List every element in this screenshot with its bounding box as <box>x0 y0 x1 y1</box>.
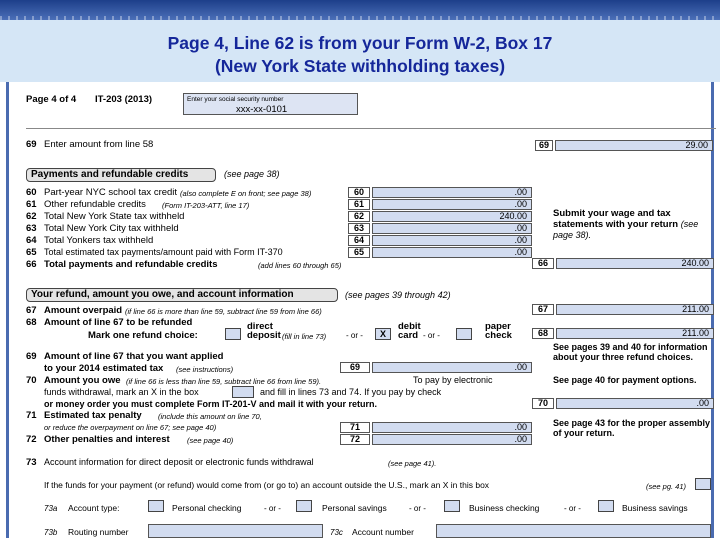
line69-amount[interactable]: 29.00 <box>555 140 713 151</box>
page-label: Page 4 of 4 <box>26 94 77 105</box>
line72-amount[interactable]: .00 <box>372 434 532 445</box>
line-num: 73a <box>44 504 58 513</box>
line-num: 62 <box>26 211 37 222</box>
electronic-withdrawal-checkbox[interactable] <box>232 386 254 398</box>
opt-debit: debit <box>398 321 421 332</box>
line-num: 66 <box>26 259 37 270</box>
line-text: To pay by electronic <box>413 375 493 385</box>
refund-see: (see pages 39 through 42) <box>345 290 451 300</box>
debit-card-checkbox[interactable]: X <box>375 328 391 340</box>
slide-title-line2: (New York State withholding taxes) <box>214 56 506 76</box>
line-label: Total Yonkers tax withheld <box>44 235 154 246</box>
paper-check-checkbox[interactable] <box>456 328 472 340</box>
direct-deposit-checkbox[interactable] <box>225 328 241 340</box>
line67-amount[interactable]: 211.00 <box>556 304 714 315</box>
line-label: Total New York State tax withheld <box>44 211 185 222</box>
ssn-value: xxx-xx-0101 <box>236 104 288 115</box>
line-box: 72 <box>340 434 370 445</box>
ssn-field[interactable] <box>183 93 358 115</box>
outside-us-see: (see pg. 41) <box>646 482 687 491</box>
opt-business-checking: Business checking <box>469 503 540 513</box>
business-checking-checkbox[interactable] <box>444 500 460 512</box>
outside-us-checkbox[interactable] <box>695 478 711 490</box>
line-label: Account number <box>352 527 414 537</box>
line70-amount[interactable]: .00 <box>556 398 714 409</box>
line-num: 64 <box>26 235 37 246</box>
or-text: - or - <box>409 504 426 513</box>
ssn-label: Enter your social security number <box>187 96 284 103</box>
line-num: 68 <box>26 317 37 328</box>
line-box: 61 <box>348 199 370 210</box>
or-text: - or - <box>346 331 363 340</box>
line63-amount[interactable]: .00 <box>372 223 532 234</box>
line-label: Total estimated tax payments/amount paid with Form IT-370 <box>44 247 283 257</box>
opt-paper: paper <box>485 321 511 332</box>
line-num: 61 <box>26 199 37 210</box>
payments-header: Payments and refundable credits <box>26 168 216 182</box>
line69-applied-amount[interactable]: .00 <box>372 362 532 373</box>
payment-options-note: See page 40 for payment options. <box>553 375 697 385</box>
line-num: 69 <box>26 139 37 150</box>
personal-savings-checkbox[interactable] <box>296 500 312 512</box>
submit-note-see: (see page 38). <box>553 219 699 240</box>
line-label-2: to your 2014 estimated tax <box>44 363 164 374</box>
line-num: 69 <box>26 351 37 362</box>
opt-check: check <box>485 330 512 341</box>
opt-business-savings: Business savings <box>622 503 688 513</box>
account-number-input[interactable] <box>436 524 711 538</box>
line65-amount[interactable]: .00 <box>372 247 532 258</box>
or-text: - or - <box>264 504 281 513</box>
line-box: 64 <box>348 235 370 246</box>
line-box: 60 <box>348 187 370 198</box>
line-box: 69 <box>340 362 370 373</box>
line-box: 63 <box>348 223 370 234</box>
line62-amount[interactable]: 240.00 <box>372 211 532 222</box>
submit-note-text: Submit your wage and tax statements with your return <box>553 208 679 230</box>
outside-us-text: If the funds for your payment (or refund) would come from (or go to) an account outside the U.S., mark an X in this box <box>44 480 490 490</box>
line64-amount[interactable]: .00 <box>372 235 532 246</box>
line-num: 73c <box>330 528 343 537</box>
line-note: (also complete E on front; see page 38) <box>180 189 312 198</box>
line-num: 72 <box>26 434 37 445</box>
line-num: 73 <box>26 457 37 468</box>
line-label: Amount of line 67 to be refunded <box>44 317 193 328</box>
line-note: (if line 66 is less than line 59, subtract line 66 from line 59). <box>126 377 322 386</box>
business-savings-checkbox[interactable] <box>598 500 614 512</box>
form-id: IT-203 (2013) <box>95 94 153 105</box>
line-note: (if line 66 is more than line 59, subtract line 59 from line 66) <box>125 307 322 316</box>
line-note: (include this amount on line 70, <box>158 412 262 421</box>
opt-direct-note: (fill in line 73) <box>282 332 327 341</box>
refund-header: Your refund, amount you owe, and account information <box>26 288 338 302</box>
line-label: Estimated tax penalty <box>44 410 142 421</box>
line-note: (add lines 60 through 65) <box>258 261 342 270</box>
line66-amount[interactable]: 240.00 <box>556 258 714 269</box>
line-box: 70 <box>532 398 554 409</box>
line-label: Routing number <box>68 527 129 537</box>
line68-amount[interactable]: 211.00 <box>556 328 714 339</box>
opt-card: card <box>398 330 419 341</box>
line-note: (see instructions) <box>176 365 234 374</box>
line-num: 71 <box>26 410 37 421</box>
line-label: Other penalties and interest <box>44 434 170 445</box>
submit-note <box>553 208 708 241</box>
slide-title-line1: Page 4, Line 62 is from your Form W-2, Box 17 <box>167 33 553 53</box>
line-note-2: or reduce the overpayment on line 67; see page 40) <box>44 423 217 432</box>
line-box: 65 <box>348 247 370 258</box>
line-box: 62 <box>348 211 370 222</box>
line-num: 67 <box>26 305 37 316</box>
line-label: Part-year NYC school tax credit <box>44 187 178 198</box>
line-label: Amount you owe <box>44 375 121 386</box>
line-label: Enter amount from line 58 <box>44 139 154 150</box>
refund-choice-label: Mark one refund choice: <box>88 330 198 341</box>
line-num: 65 <box>26 247 37 258</box>
assembly-note: See page 43 for the proper assembly of your return. <box>553 418 711 438</box>
line60-amount[interactable]: .00 <box>372 187 532 198</box>
line61-amount[interactable]: .00 <box>372 199 532 210</box>
line-box: 68 <box>532 328 554 339</box>
line71-amount[interactable]: .00 <box>372 422 532 433</box>
opt-deposit: deposit <box>247 330 281 341</box>
line-label: Other refundable credits <box>44 199 146 210</box>
line-box: 69 <box>535 140 553 151</box>
line-note: (see page 41). <box>388 459 437 468</box>
or-text: - or - <box>564 504 581 513</box>
line-box: 66 <box>532 258 554 269</box>
line-text: and fill in lines 73 and 74. If you pay by check <box>260 387 442 397</box>
line-num: 73b <box>44 528 58 537</box>
line-box: 71 <box>340 422 370 433</box>
or-text: - or - <box>423 331 440 340</box>
line-label: Amount of line 67 that you want applied <box>44 351 224 362</box>
line-num: 70 <box>26 375 37 386</box>
refund-choices-note: See pages 39 and 40 for information about your three refund choices. <box>553 342 708 362</box>
line-note: (see page 40) <box>187 436 234 445</box>
line-num: 60 <box>26 187 37 198</box>
line-label: Account information for direct deposit or electronic funds withdrawal <box>44 457 314 467</box>
line-note: (Form IT-203-ATT, line 17) <box>162 201 250 210</box>
line-box: 67 <box>532 304 554 315</box>
line-label: Total New York City tax withheld <box>44 223 179 234</box>
opt-personal-checking: Personal checking <box>172 503 242 513</box>
line-num: 63 <box>26 223 37 234</box>
opt-direct: direct <box>247 321 273 332</box>
line-label: Account type: <box>68 503 120 513</box>
personal-checking-checkbox[interactable] <box>148 500 164 512</box>
line-text: or money order you must complete Form IT-201-V and mail it with your return. <box>44 399 378 409</box>
payments-see: (see page 38) <box>224 169 280 179</box>
routing-number-input[interactable] <box>148 524 323 538</box>
line-label: Total payments and refundable credits <box>44 259 218 270</box>
opt-personal-savings: Personal savings <box>322 503 387 513</box>
line-label: Amount overpaid <box>44 305 123 316</box>
line-text: funds withdrawal, mark an X in the box <box>44 387 199 397</box>
divider <box>26 128 716 129</box>
